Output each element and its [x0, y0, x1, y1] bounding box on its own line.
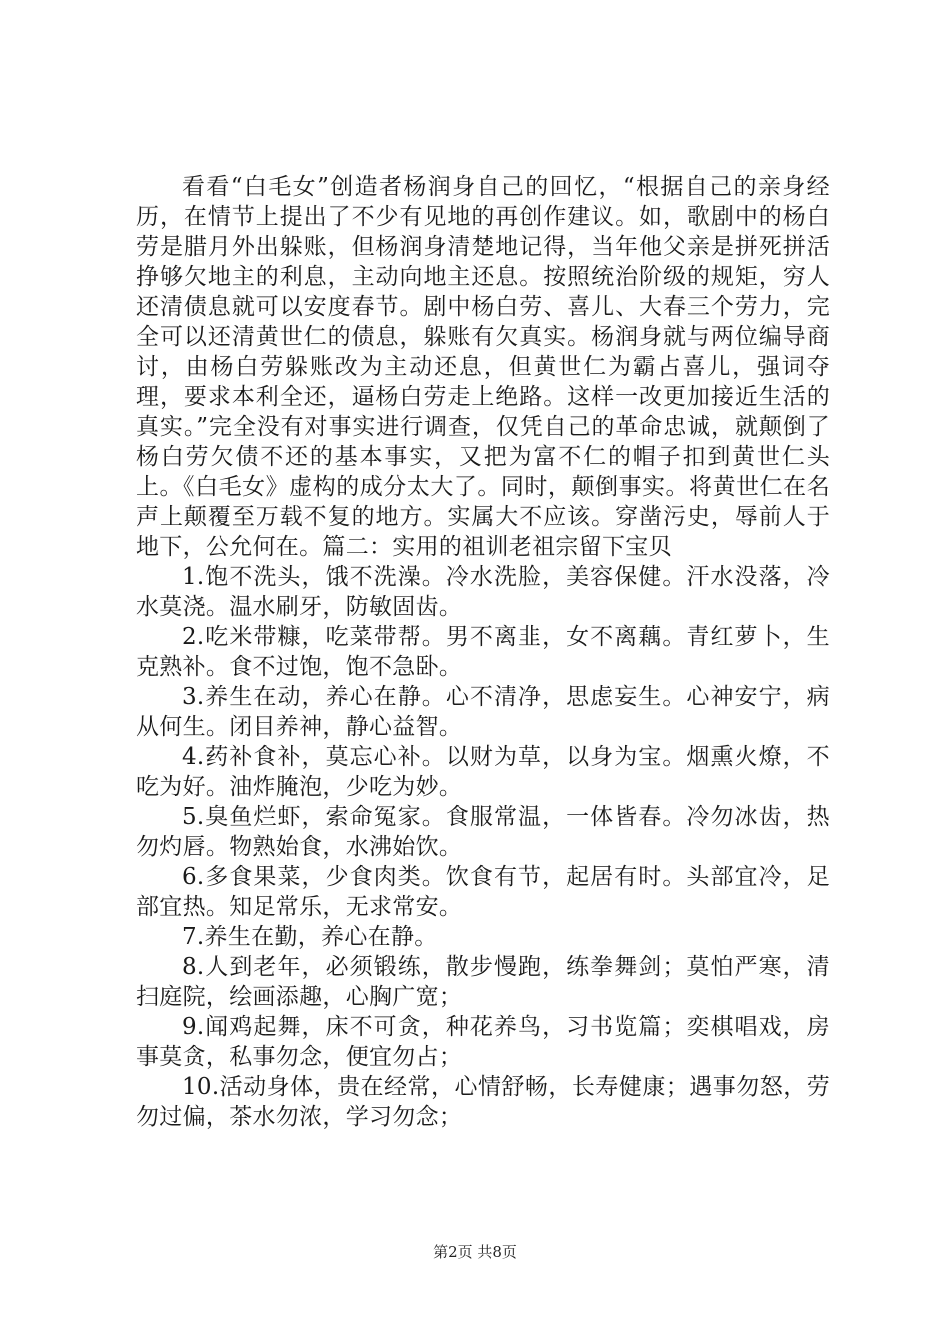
page-number-label: 第2页 共8页	[433, 1243, 517, 1261]
list-item-2: 2.吃米带糠，吃菜带帮。男不离韭，女不离藕。青红萝卜，生克熟补。食不过饱，饱不急卧。	[136, 624, 830, 680]
list-item-5: 5.臭鱼烂虾，索命冤家。食服常温，一体皆春。冷勿冰齿，热勿灼唇。物熟始食，水沸始饮。	[136, 804, 830, 860]
list-item-10: 10.活动身体，贵在经常，心情舒畅，长寿健康；遇事勿怒，劳勿过偏，茶水勿浓，学习勿念；	[136, 1074, 830, 1130]
list-item-7: 7.养生在勤，养心在静。	[182, 924, 438, 950]
list-item-6: 6.多食果菜，少食肉类。饮食有节，起居有时。头部宜冷，足部宜热。知足常乐，无求常安。	[136, 864, 830, 920]
list-item-8: 8.人到老年，必须锻练，散步慢跑，练拳舞剑；莫怕严寒，清扫庭院，绘画添趣，心胸广宽；	[136, 954, 830, 1010]
page-footer	[0, 1241, 950, 1262]
list-item-3: 3.养生在动，养心在静。心不清净，思虑妄生。心神安宁，病从何生。闭目养神，静心益智。	[136, 684, 830, 740]
document-body	[136, 172, 830, 1132]
paragraph-intro: 看看“白毛女”创造者杨润身自己的回忆，“根据自己的亲身经历，在情节上提出了不少有见地的再创作建议。如，歌剧中的杨白劳是腊月外出躲账，但杨润身清楚地记得，当年他父亲是拼死拼活挣够欠地主的利息，主动向地主还息。按照统治阶级的规矩，穷人还清债息就可以安度春节。剧中杨白劳、喜儿、大春三个劳力，完全可以还清黄世仁的债息，躲账有欠真实。杨润身就与两位编导商讨，由杨白劳躲账改为主动还息，但黄世仁为霸占喜儿，强词夺理，要求本利全还，逼杨白劳走上绝路。这样一改更加接近生活的真实。”完全没有对事实进行调查，仅凭自己的革命忠诚，就颠倒了杨白劳欠债不还的基本事实，又把为富不仁的帽子扣到黄世仁头上。《白毛女》虚构的成分太大了。同时，颠倒事实。将黄世仁在名声上颠覆至万载不复的地方。实属大不应该。穿凿污史，辱前人于地下，公允何在。篇二：实用的祖训老祖宗留下宝贝	[136, 174, 830, 560]
list-item-9: 9.闻鸡起舞，床不可贪，种花养鸟，习书览篇；奕棋唱戏，房事莫贪，私事勿念，便宜勿占；	[136, 1014, 830, 1070]
list-item-1: 1.饱不洗头，饿不洗澡。冷水洗脸，美容保健。汗水没落，冷水莫浇。温水刷牙，防敏固齿。	[136, 564, 830, 620]
list-item-4: 4.药补食补，莫忘心补。以财为草，以身为宝。烟熏火燎，不吃为好。油炸腌泡，少吃为妙。	[136, 744, 830, 800]
